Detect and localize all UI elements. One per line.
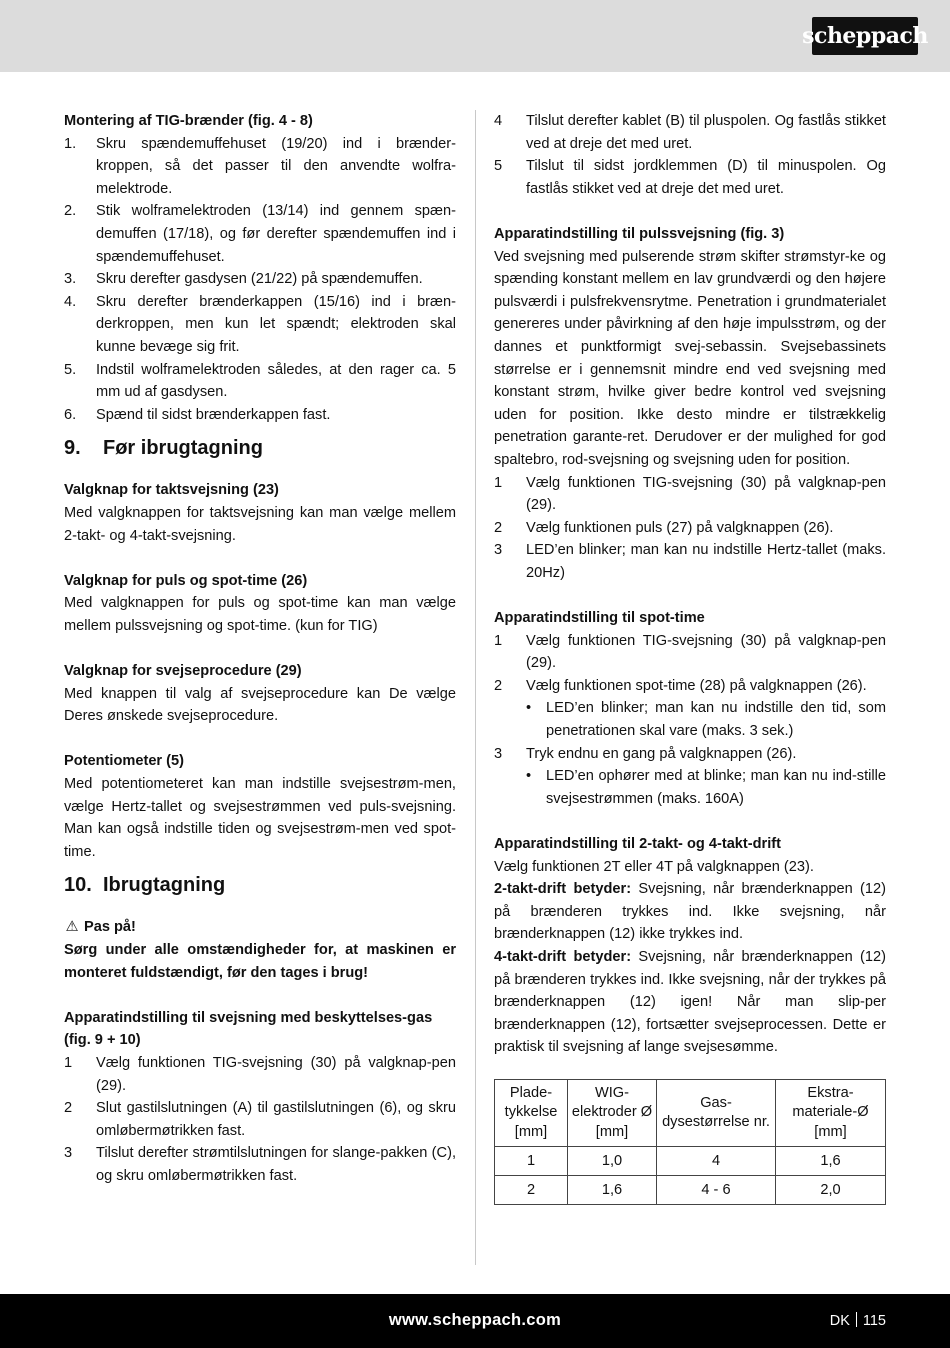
list-item: 1 Vælg funktionen TIG-svejsning (30) på valgknap-pen (29). — [494, 474, 886, 514]
list-item: 3 Tilslut derefter strømtilslutningen for slange-pakken (C), og skru omløbermøtrikken fast. — [64, 1145, 456, 1184]
paragraph: Med valgknappen for puls og spot-time kan man vælge mellem pulssvejsning og spot-time. (kun for TIG) — [64, 595, 456, 634]
list-item: 4. Skru derefter brænderkappen (15/16) ind i bræn-derkroppen, men kun let spændt; elektroden skal kunne bevæge sig frit. — [64, 293, 456, 355]
paragraph-4t: 4-takt-drift betyder: Svejsning, når brænderknappen (12) på brænderen trykkes ind. Ikke svejsning, når der trykkes på brænderknappen (12) igen! Når man slip-per brænderknappen (12), fortsætter svejseprocessen. Dette er praktisk til svejsning af lange svejsesømme. — [494, 948, 886, 1056]
warning-text: Sørg under alle omstændigheder for, at maskinen er monteret fuldstændigt, før den tages i brug! — [64, 942, 456, 981]
cable-steps — [494, 110, 886, 200]
warning-title: ⚠ Pas på! — [64, 916, 456, 939]
bullet-item: • LED’en blinker; man kan nu indstille den tid, som penetrationen skal vare (maks. 3 sek.) — [526, 700, 886, 740]
section-title-spot-time: Apparatindstilling til spot-time — [494, 610, 705, 627]
table-row — [495, 1147, 886, 1176]
pulse-steps — [494, 472, 886, 585]
paragraph: Med potentiometeret kan man indstille svejsestrøm-men, vælge Hertz-tallet og svejsestrømmen ved puls-svejsning. Man kan også indstille tiden og svejsestrøm-men ved spot-time. — [64, 776, 456, 860]
page-indicator — [830, 1310, 886, 1333]
page-separator — [856, 1312, 857, 1327]
column-divider — [475, 110, 476, 1265]
chapter-heading-10: 10. Ibrugtagning — [64, 874, 226, 897]
table-cell: 1,6 — [568, 1176, 657, 1205]
list-item: 1 Vælg funktionen TIG-svejsning (30) på valgknap-pen (29). — [494, 632, 886, 672]
left-column — [64, 110, 456, 1188]
section-title-pulse-welding: Apparatindstilling til pulssvejsning (fig. 3) — [494, 225, 785, 242]
right-column — [494, 110, 886, 1205]
list-item: 2 Vælg funktionen puls (27) på valgknappen (26). — [494, 519, 834, 536]
table-header-cell: Ekstra-materiale-Ø [mm] — [776, 1079, 886, 1147]
table-header-row — [495, 1079, 886, 1147]
shielding-gas-steps — [64, 1052, 456, 1188]
table-cell: 2,0 — [776, 1176, 886, 1205]
table-header-cell: Gas-dysestørrelse nr. — [657, 1079, 776, 1147]
footer-bar — [0, 1294, 950, 1348]
table-cell: 1,6 — [776, 1147, 886, 1176]
paragraph: Med valgknappen for taktsvejsning kan man vælge mellem 2-takt- og 4-takt-svejsning. — [64, 504, 456, 544]
list-item: 5. Indstil wolframelektroden således, at den rager ca. 5 mm ud af gasdysen. — [64, 361, 456, 401]
table-cell: 1 — [495, 1147, 568, 1176]
list-item: 1. Skru spændemuffehuset (19/20) ind i brænder-kroppen, så det passer til den anvendte wolfra-melektrode. — [64, 135, 456, 197]
paragraph: Vælg funktionen 2T eller 4T på valgknappen (23). — [494, 858, 814, 875]
spot-time-steps — [494, 630, 886, 811]
tig-mounting-steps — [64, 133, 456, 427]
list-item: 3 Tryk endnu en gang på valgknappen (26). — [494, 745, 797, 762]
brand-logo: scheppach — [812, 17, 918, 55]
language-code: DK — [829, 1313, 850, 1329]
table-header-cell: Plade-tykkelse [mm] — [495, 1079, 568, 1147]
list-item: 4 Tilslut derefter kablet (B) til pluspolen. Og fastlås stikket ved at dreje det med uret. — [494, 113, 886, 152]
paragraph-2t: 2-takt-drift betyder: Svejsning, når brænderknappen (12) på brænderen trykkes ind. Ikke svejsning, når brænderknappen (12) ikke trykkes ind. — [494, 881, 886, 943]
warning-triangle-icon: ⚠ — [65, 919, 79, 936]
list-item: 3 LED’en blinker; man kan nu indstille Hertz-tallet (maks. 20Hz) — [494, 542, 886, 581]
list-item: 3. Skru derefter gasdysen (21/22) på spændemuffen. — [64, 271, 423, 288]
table-cell: 2 — [495, 1176, 568, 1205]
list-item: 2 Vælg funktionen spot-time (28) på valgknappen (26). — [494, 677, 867, 694]
list-item: 2. Stik wolframelektroden (13/14) ind gennem spæn-demuffen (17/18), og før derefter spændemuffen ind i spændemuffehuset. — [64, 203, 456, 265]
electrode-spec-table — [494, 1079, 886, 1206]
section-figure-ref: (fig. 9 + 10) — [64, 1032, 141, 1049]
list-item: 2 Slut gastilslutningen (A) til gastilslutningen (6), og skru omløbermøtrikken fast. — [64, 1100, 456, 1139]
paragraph: Med knappen til valg af svejseprocedure kan De vælge Deres ønskede svejseprocedure. — [64, 685, 456, 725]
section-title-2t-4t: Apparatindstilling til 2-takt- og 4-takt-drift — [494, 836, 782, 852]
footer-url: www.scheppach.com — [388, 1311, 562, 1329]
section-title-procedure-selector: Valgknap for svejseprocedure (29) — [64, 663, 302, 680]
table-cell: 4 — [657, 1147, 776, 1176]
list-item: 5 Tilslut til sidst jordklemmen (D) til minuspolen. Og fastlås stikket ved at dreje det med uret. — [494, 158, 886, 197]
chapter-heading-9: 9. Før ibrugtagning — [64, 437, 263, 460]
section-title-pulse-selector: Valgknap for puls og spot-time (26) — [64, 572, 308, 589]
table-header-cell: WIG-elektroder Ø [mm] — [568, 1079, 657, 1147]
paragraph: Ved svejsning med pulserende strøm skifter strømstyr-ke og spænding konstant mellem en lav grundværdi og den højere pulsværdi i pulsfrekvensrytme. Penetration i grundmaterialet genereres under påvirkning af den høje impulsstrøm, og der dannes et punktformigt svej-sebassin. Svejsebassinets størrelse er i gennemsnit mindre end ved svejsning med konstant strøm, hvilke giver bedre kontrol ved svejsning uden for position. Ikke desto mindre er tilstrækkelig penetration garante-ret. Derudover er der mulighed for god spaltebro, rod-svejsning og svejsning uden for position. — [494, 248, 886, 468]
page-number: 115 — [862, 1313, 886, 1329]
section-title-cycle-selector: Valgknap for taktsvejsning (23) — [64, 482, 279, 499]
header-bar — [0, 0, 950, 72]
list-item: 6. Spænd til sidst brænderkappen fast. — [64, 406, 331, 423]
list-item: 1 Vælg funktionen TIG-svejsning (30) på valgknap-pen (29). — [64, 1054, 456, 1094]
table-cell: 4 - 6 — [657, 1176, 776, 1205]
section-title-shielding-gas: Apparatindstilling til svejsning med beskyttelses-gas — [64, 1009, 433, 1026]
bullet-item: • LED’en ophører med at blinke; man kan nu ind-stille svejsestrømmen (maks. 160A) — [526, 768, 886, 807]
section-title-tig-mounting: Montering af TIG-brænder (fig. 4 - 8) — [64, 113, 313, 129]
table-row — [495, 1176, 886, 1205]
section-title-potentiometer: Potentiometer (5) — [64, 753, 185, 770]
table-cell: 1,0 — [568, 1147, 657, 1176]
